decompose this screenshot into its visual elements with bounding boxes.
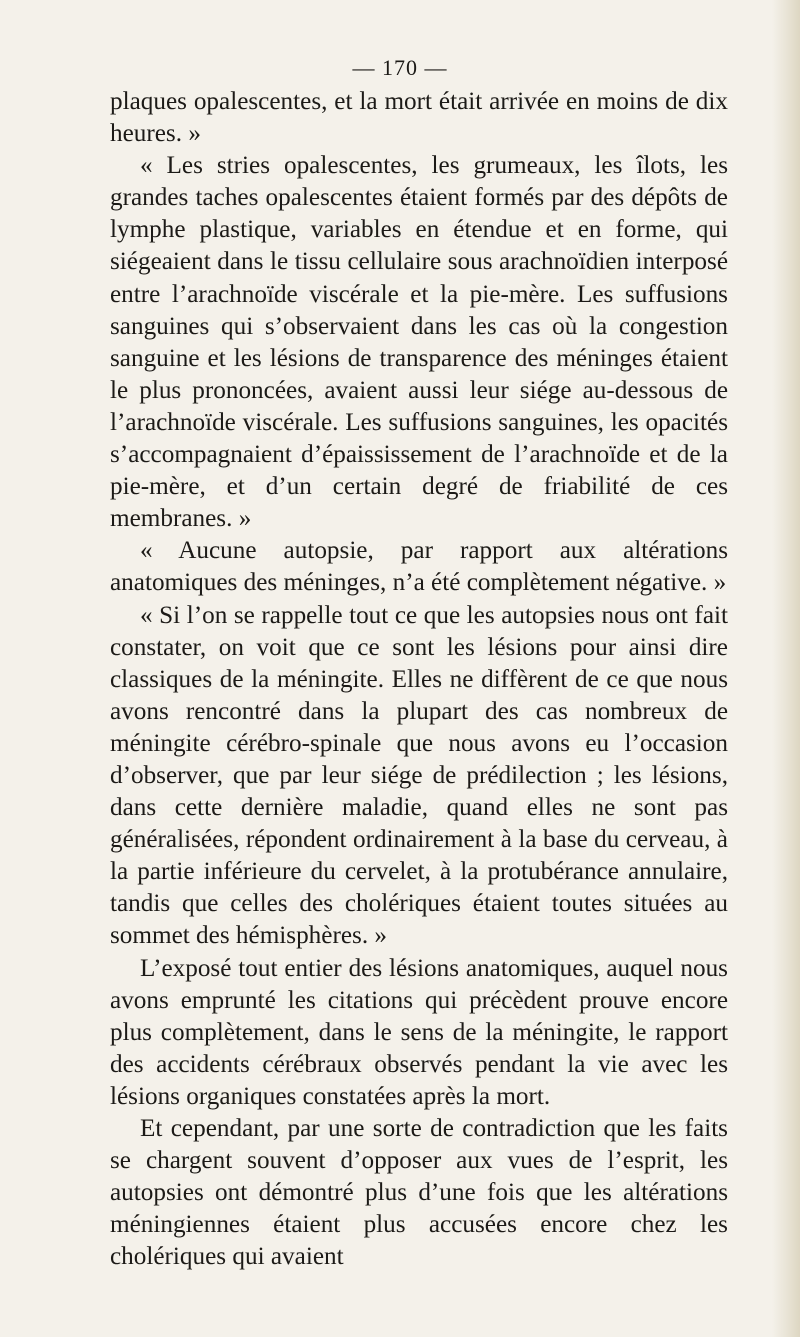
paragraph-6: Et cependant, par une sorte de contradiction que les faits se chargent souvent d’opposer aux vues de l’esprit, les autopsies ont démontré plus d’une fois que les altérations méningiennes étaient plus accusées encore chez les cholériques qui avaient bbox=[110, 1115, 728, 1271]
paragraph-5: L’exposé tout entier des lésions anatomiques, auquel nous avons emprunté les citations qui précèdent prouve encore plus complètement, dans le sens de la méningite, le rapport des accidents cérébraux observés pendant la vie avec les lésions organiques constatées après la mort. bbox=[110, 954, 728, 1110]
paragraph-2: « Les stries opalescentes, les grumeaux, les îlots, les grandes taches opalescentes étaient formés par des dépôts de lymphe plastique, variables en étendue et en forme, qui siégeaient dans le tissu cellulaire sous arachnoïdien interposé entre l’arachnoïde viscérale et la pie-mère. Les suffusions sanguines qui s’observaient dans les cas où la congestion sanguine et les lésions de transparence des méninges étaient le plus prononcées, avaient aussi leur siége au-dessous de l’arachnoïde viscérale. Les suffusions sanguines, les opacités s’accompagnaient d’épaississement de l’arachnoïde et de la pie-mère, et d’un certain degré de friabilité de ces membranes. » bbox=[110, 152, 728, 533]
body-text bbox=[110, 86, 728, 1273]
page-edge-shadow bbox=[772, 0, 800, 1337]
page-number: — 170 — bbox=[352, 55, 448, 80]
paragraph-1: plaques opalescentes, et la mort était arrivée en moins de dix heures. » bbox=[110, 88, 728, 148]
paragraph-4: « Si l’on se rappelle tout ce que les autopsies nous ont fait constater, on voit que ce sont les lésions pour ainsi dire classiques de la méningite. Elles ne diffèrent de ce que nous avons rencontré dans la plupart des cas nombreux de méningite cérébro-spinale que nous avons eu l’occasion d’observer, que par leur siége de prédilection ; les lésions, dans cette dernière maladie, quand elles ne sont pas généralisées, répondent ordinairement à la base du cerveau, à la partie inférieure du cervelet, à la protubérance annulaire, tandis que celles des cholériques étaient toutes situées au sommet des hémisphères. » bbox=[110, 601, 728, 950]
paragraph-3: « Aucune autopsie, par rapport aux altérations anatomiques des méninges, n’a été complètement négative. » bbox=[110, 537, 728, 597]
